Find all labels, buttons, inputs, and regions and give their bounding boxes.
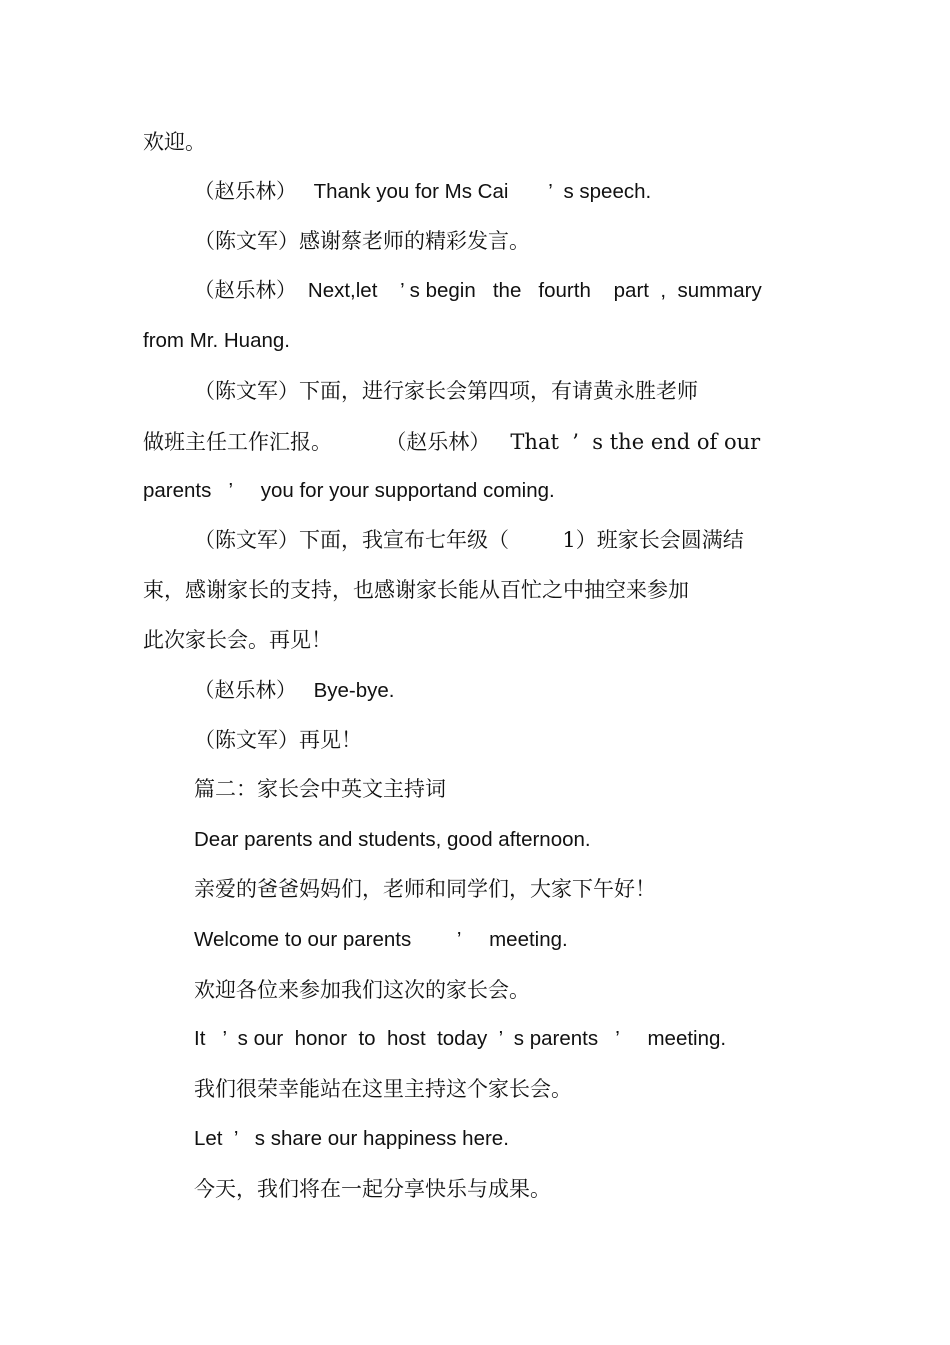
text-line-fourth-item: （陈文军）下面，进行家长会第四项，有请黄永胜老师 [194,379,698,403]
text-line-goodbye-cn: 此次家长会。再见！ [143,628,332,652]
text-line-thanks-parents: 束，感谢家长的支持，也感谢家长能从百忙之中抽空来参加 [143,578,689,602]
text-line-bye-bye: （赵乐林） Bye-bye. [194,679,395,702]
text-line-welcome-meeting-cn: 欢迎各位来参加我们这次的家长会。 [194,978,530,1002]
text-line-thanks-teacher-cai: （陈文军）感谢蔡老师的精彩发言。 [194,229,530,253]
text-line-honor-cn: 我们很荣幸能站在这里主持这个家长会。 [194,1077,572,1101]
text-line-thanks-ms-cai: （赵乐林） Thank you for Ms Cai ’ s speech. [194,180,652,203]
text-line-report-end: 做班主任工作汇报。 （赵乐林） That ’ s the end of our [143,430,761,454]
text-line-welcome: 欢迎。 [143,130,206,154]
text-line-welcome-meeting: Welcome to our parents ’ meeting. [194,928,568,951]
text-line-support-coming: parents ’ you for your supportand coming. [143,479,555,502]
text-line-mr-huang: from Mr. Huang. [143,329,290,352]
text-line-fourth-part: （赵乐林） Next,let ’ s begin the fourth part , summary [194,279,762,302]
text-line-share-happiness-cn: 今天，我们将在一起分享快乐与成果。 [194,1177,551,1201]
text-line-announce-end: （陈文军）下面，我宣布七年级（ 1）班家长会圆满结 [194,528,744,552]
text-line-share-happiness: Let ’ s share our happiness here. [194,1127,509,1150]
text-line-dear-parents-cn: 亲爱的爸爸妈妈们，老师和同学们，大家下午好！ [194,877,656,901]
text-line-goodbye-chen: （陈文军）再见！ [194,728,362,752]
text-line-honor: It ’ s our honor to host today ’ s parents ’ meeting. [194,1027,727,1050]
text-line-dear-parents: Dear parents and students, good afternoon. [194,828,591,851]
section-heading: 篇二：家长会中英文主持词 [194,777,446,801]
